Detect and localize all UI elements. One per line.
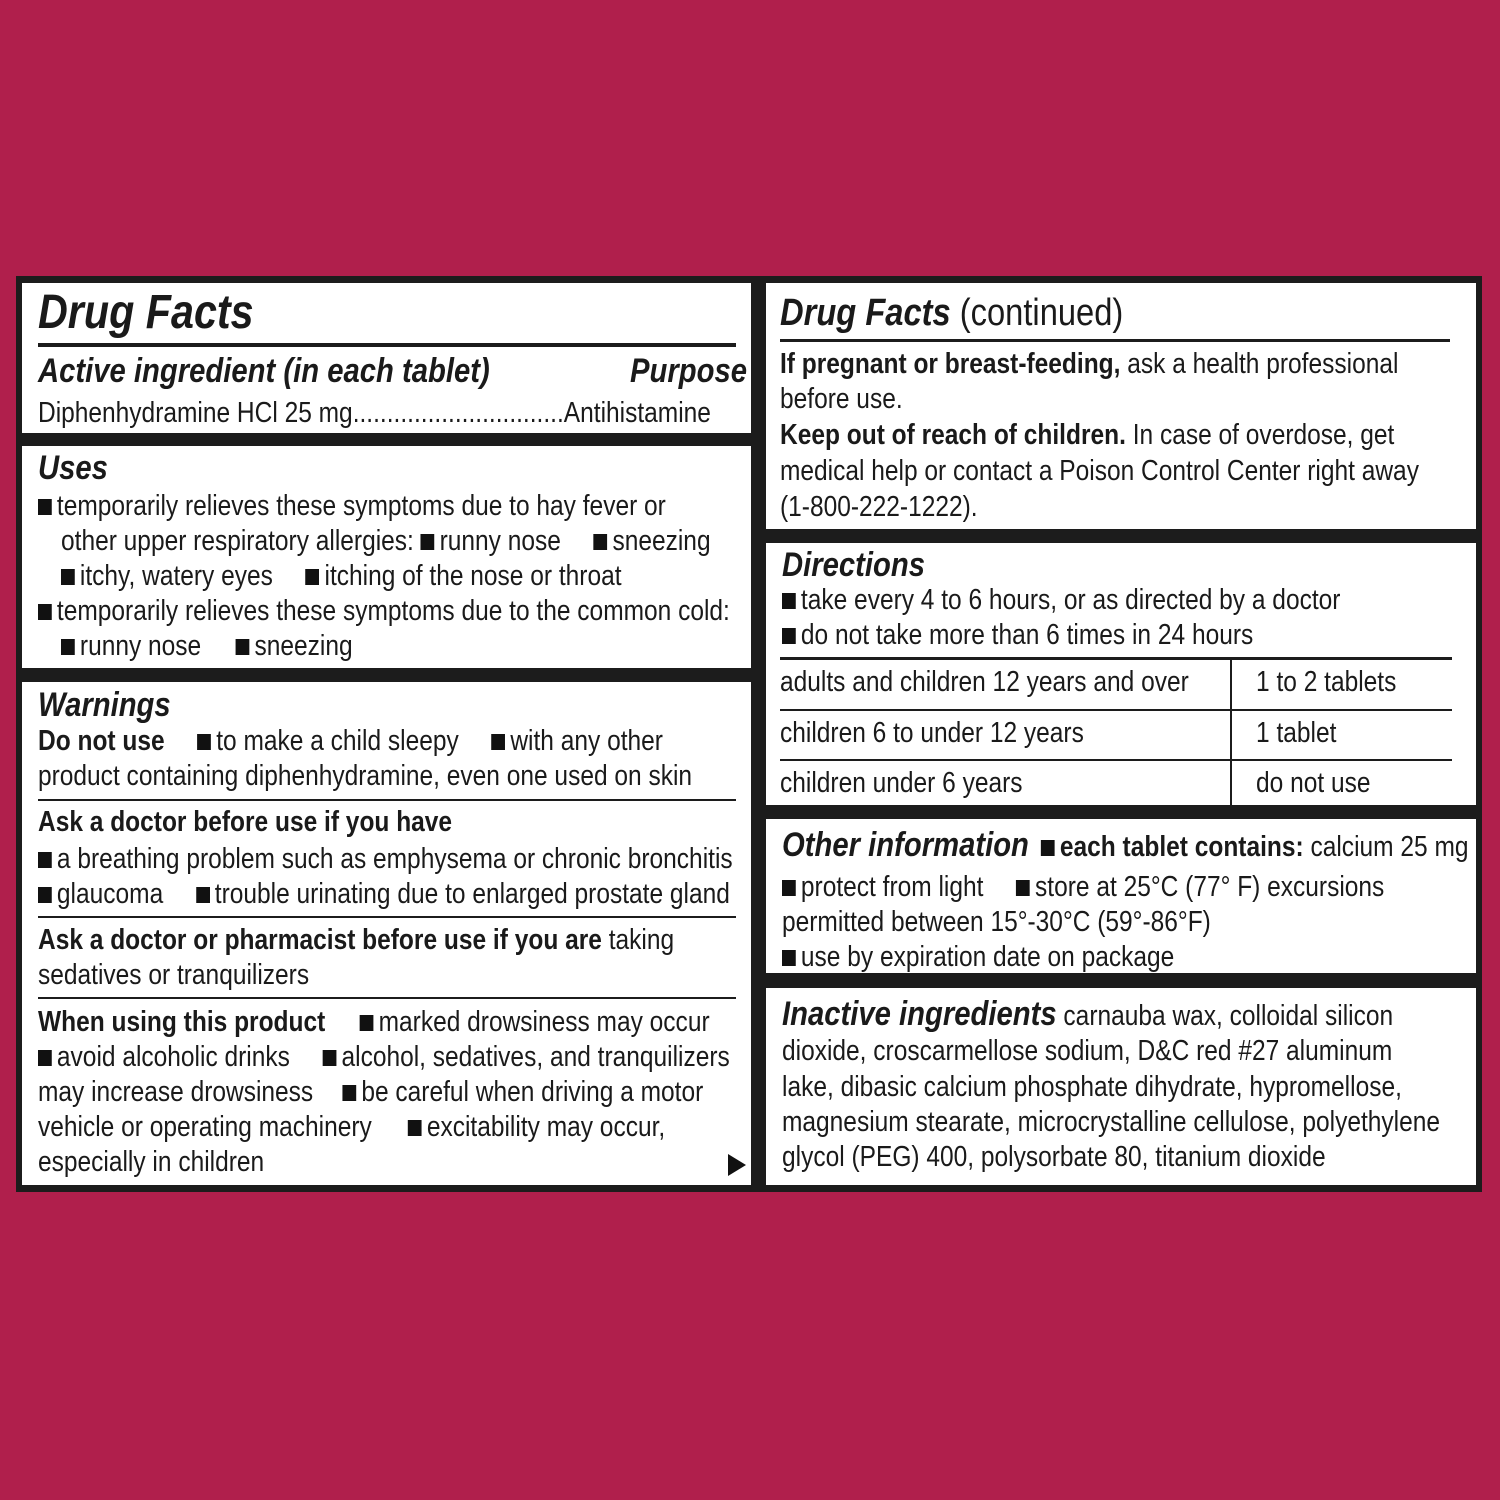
title-rule (38, 343, 736, 347)
ask-doctor-item: glaucoma trouble urinating due to enlarged prostate gland (38, 877, 730, 912)
directions-heading: Directions (782, 546, 925, 584)
dosage-age: children 6 to under 12 years (780, 717, 1084, 749)
uses-heading: Uses (38, 449, 108, 487)
bullet-square-icon (782, 880, 796, 896)
other-info-item: protect from light store at 25°C (77° F) excursions (782, 870, 1384, 905)
inactive-heading: Inactive ingredients (782, 995, 1057, 1033)
directions-item: do not take more than 6 times in 24 hours (782, 618, 1253, 653)
bullet-square-icon (491, 734, 505, 750)
bullet-square-icon (408, 1120, 422, 1136)
bullet-square-icon (197, 734, 211, 750)
bullet-square-icon (782, 628, 796, 644)
other-info-item: use by expiration date on package (782, 940, 1174, 973)
bullet-square-icon (306, 569, 320, 585)
other-info-item: permitted between 15°-30°C (59°-86°F) (782, 906, 1211, 938)
section-rule (38, 997, 736, 999)
do-not-use-line: Do not use to make a child sleepy with any other (38, 725, 663, 757)
bullet-square-icon (342, 1085, 356, 1101)
dosage-age: adults and children 12 years and over (780, 666, 1189, 698)
leader-dots: ............................... (352, 397, 564, 429)
uses-line: itchy, watery eyes itching of the nose or throat (61, 559, 622, 594)
keep-away-warning: medical help or contact a Poison Control Center right away (780, 455, 1419, 487)
pregnancy-warning: before use. (780, 383, 903, 415)
bullet-square-icon (594, 534, 608, 550)
bullet-square-icon (421, 534, 435, 550)
drug-facts-title: Drug Facts (38, 286, 254, 339)
keep-away-warning: Keep out of reach of children. In case of overdose, get (780, 419, 1395, 451)
uses-item: temporarily relieves these symptoms due to the common cold: (38, 594, 730, 629)
ask-doctor-heading: Ask a doctor before use if you have (38, 806, 453, 838)
section-rule (38, 916, 736, 918)
bullet-square-icon (782, 593, 796, 609)
uses-line: runny nose sneezing (61, 629, 353, 664)
active-ingredient-line (38, 396, 711, 431)
directions-panel (766, 543, 1476, 805)
inactive-line: magnesium stearate, microcrystalline cellulose, polyethylene (782, 1106, 1440, 1138)
warnings-heading: Warnings (38, 686, 171, 724)
ask-pharmacist-line: sedatives or tranquilizers (38, 959, 310, 991)
warnings-panel (22, 682, 751, 1185)
dosage-age: children under 6 years (780, 767, 1023, 799)
continued-panel (766, 283, 1476, 529)
bullet-square-icon (323, 1050, 337, 1066)
bullet-square-icon (1041, 840, 1055, 856)
continued-title-line: Drug Facts (continued) (780, 292, 1124, 334)
ingredient-purpose: Antihistamine (563, 397, 711, 429)
section-rule (38, 799, 736, 801)
uses-item: temporarily relieves these symptoms due to hay fever or (38, 489, 666, 524)
dosage-row (780, 760, 1456, 805)
do-not-use-line: product containing diphenhydramine, even one used on skin (38, 760, 693, 792)
bullet-square-icon (196, 887, 210, 903)
dosage-row (780, 710, 1456, 760)
bullet-square-icon (38, 604, 52, 620)
title-rule (780, 339, 1450, 342)
bullet-square-icon (360, 1015, 374, 1031)
directions-item: take every 4 to 6 hours, or as directed by a doctor (782, 583, 1340, 618)
poison-control-phone: (1-800-222-1222). (780, 491, 978, 523)
inactive-line: lake, dibasic calcium phosphate dihydrate, hypromellose, (782, 1071, 1402, 1103)
bullet-square-icon (236, 639, 250, 655)
bullet-square-icon (61, 639, 75, 655)
table-column-rule (1230, 659, 1232, 805)
dosage-amount: 1 to 2 tablets (1256, 666, 1397, 698)
bullet-square-icon (1016, 880, 1030, 896)
when-using-line: avoid alcoholic drinks alcohol, sedatives, and tranquilizers (38, 1040, 730, 1075)
other-info-heading: Other information (782, 826, 1029, 864)
inactive-line: Inactive ingredients carnauba wax, colloidal silicon (782, 995, 1394, 1033)
bullet-square-icon (38, 887, 52, 903)
continued-arrow-icon (728, 1154, 746, 1176)
bullet-square-icon (61, 569, 75, 585)
bullet-square-icon (38, 499, 52, 515)
inactive-line: glycol (PEG) 400, polysorbate 80, titanium dioxide (782, 1141, 1326, 1173)
pregnancy-warning: If pregnant or breast-feeding, ask a health professional (780, 348, 1399, 380)
bullet-square-icon (38, 1050, 52, 1066)
dosage-row (780, 659, 1456, 709)
dosage-amount: do not use (1256, 767, 1371, 799)
ask-doctor-item: a breathing problem such as emphysema or chronic bronchitis (38, 842, 733, 877)
bullet-square-icon (782, 950, 796, 966)
drug-facts-label (16, 276, 1482, 1192)
other-information-panel (766, 819, 1476, 973)
other-info-line: Other information each tablet contains: calcium 25 mg (782, 826, 1469, 864)
purpose-heading: Purpose (630, 352, 748, 390)
when-using-line: especially in children (38, 1146, 265, 1178)
uses-line: other upper respiratory allergies: runny nose sneezing (61, 525, 711, 557)
ask-pharmacist-line: Ask a doctor or pharmacist before use if you are taking (38, 924, 675, 956)
bullet-square-icon (38, 852, 52, 868)
when-using-line: vehicle or operating machinery excitability may occur, (38, 1111, 666, 1143)
inactive-ingredients-panel (766, 988, 1476, 1185)
when-using-line: may increase drowsiness be careful when driving a motor (38, 1076, 704, 1108)
when-using-line: When using this product marked drowsiness may occur (38, 1006, 710, 1038)
uses-panel (22, 446, 751, 668)
header-panel (22, 283, 751, 433)
ingredient-name: Diphenhydramine HCl 25 mg (38, 397, 353, 429)
active-ingredient-heading: Active ingredient (in each tablet) (38, 352, 490, 390)
dosage-amount: 1 tablet (1256, 717, 1337, 749)
inactive-line: dioxide, croscarmellose sodium, D&C red #27 aluminum (782, 1035, 1393, 1067)
